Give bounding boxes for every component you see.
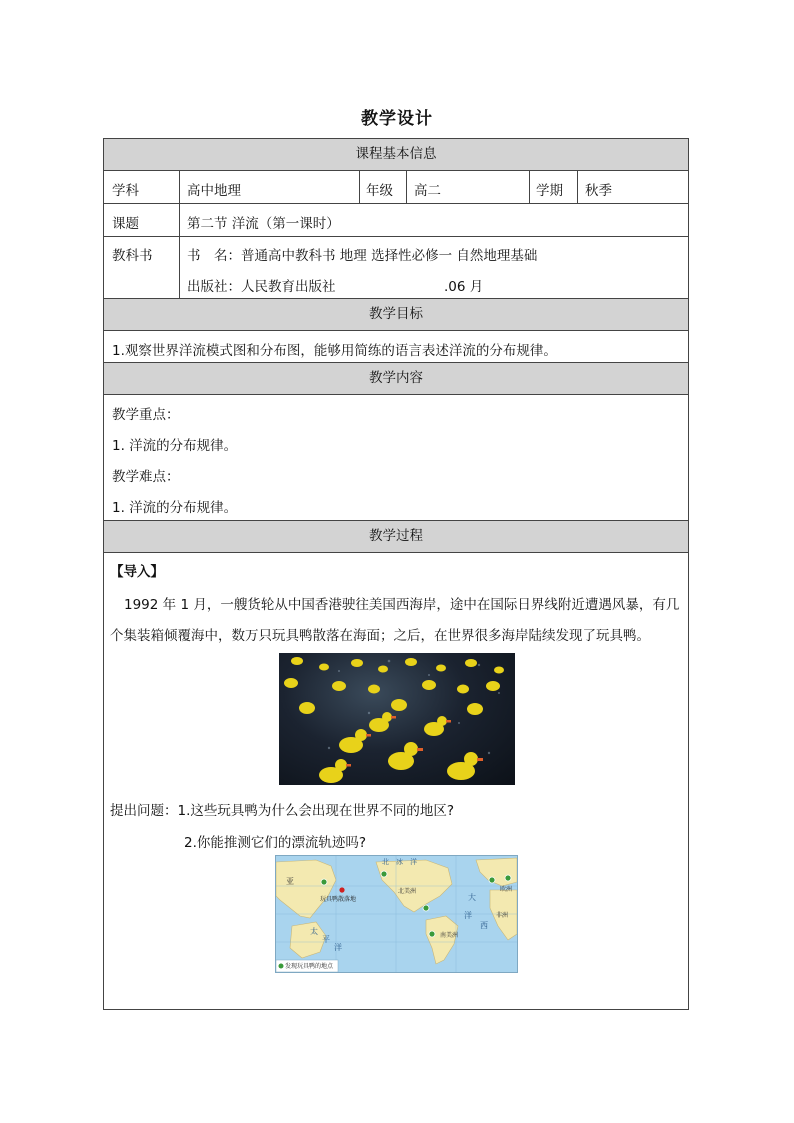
map-label-atlantic-2: 西 xyxy=(480,921,488,930)
world-map xyxy=(275,855,518,973)
map-label-pacific-2: 平 xyxy=(322,935,330,944)
map-label-arctic-ocean: 北 冰 洋 xyxy=(382,858,417,866)
rubber-duck-photo xyxy=(279,653,515,785)
publish-month: .06 月 xyxy=(444,279,484,295)
intro-paragraph-line2: 个集装箱倾覆海中，数万只玩具鸭散落在海面；之后，在世界很多海岸陆续发现了玩具鸭。 xyxy=(110,628,650,644)
difficult-point-label: 教学难点： xyxy=(112,469,180,485)
book-name: 书 名：普通高中教科书 地理 选择性必修一 自然地理基础 xyxy=(187,248,538,264)
topic-value: 第二节 洋流（第一课时） xyxy=(187,216,340,232)
term-value: 秋季 xyxy=(585,183,612,199)
intro-paragraph-line1: 1992 年 1 月，一艘货轮从中国香港驶往美国西海岸，途中在国际日界线附近遭遇风暴，有几 xyxy=(124,597,680,613)
question-1: 提出问题：1.这些玩具鸭为什么会出现在世界不同的地区? xyxy=(110,803,455,819)
document-title: 教学设计 xyxy=(361,109,433,129)
publisher: 出版社：人民教育出版社 xyxy=(187,279,336,295)
subject-label: 学科 xyxy=(112,183,139,199)
map-label-pacific-3: 洋 xyxy=(334,943,342,952)
objective-text: 1.观察世界洋流模式图和分布图，能够用简练的语言表述洋流的分布规律。 xyxy=(112,343,557,359)
map-label-atlantic-1: 大 xyxy=(468,893,476,902)
textbook-label: 教科书 xyxy=(112,248,153,264)
map-legend: 发现玩具鸭的地点 xyxy=(285,963,334,970)
map-label-asia: 亚 xyxy=(286,877,294,886)
map-label-pacific-1: 太 xyxy=(310,927,318,936)
spill-site-marker xyxy=(339,887,344,892)
map-label-north-america: 北美洲 xyxy=(398,888,417,895)
grade-value: 高二 xyxy=(414,183,441,199)
section-process: 教学过程 xyxy=(104,521,688,552)
lesson-table xyxy=(103,138,689,1010)
subject-value: 高中地理 xyxy=(187,183,241,199)
term-label: 学期 xyxy=(536,183,563,199)
map-label-atlantic-3: 洋 xyxy=(464,911,472,920)
map-label-south-america: 南美洲 xyxy=(440,932,459,939)
map-label-africa: 非洲 xyxy=(496,912,509,919)
question-2: 2.你能推测它们的漂流轨迹吗? xyxy=(184,835,367,851)
section-objectives: 教学目标 xyxy=(104,299,688,330)
difficult-point-item: 1. 洋流的分布规律。 xyxy=(112,500,238,516)
intro-label: 【导入】 xyxy=(110,564,164,580)
section-basic-info: 课程基本信息 xyxy=(104,139,688,170)
map-label-spill-site: 玩具鸭散落地 xyxy=(320,896,357,903)
topic-label: 课题 xyxy=(112,216,139,232)
key-point-label: 教学重点： xyxy=(112,407,180,423)
map-label-europe: 欧洲 xyxy=(500,886,513,893)
section-content: 教学内容 xyxy=(104,363,688,394)
key-point-item: 1. 洋流的分布规律。 xyxy=(112,438,238,454)
grade-label: 年级 xyxy=(366,183,393,199)
